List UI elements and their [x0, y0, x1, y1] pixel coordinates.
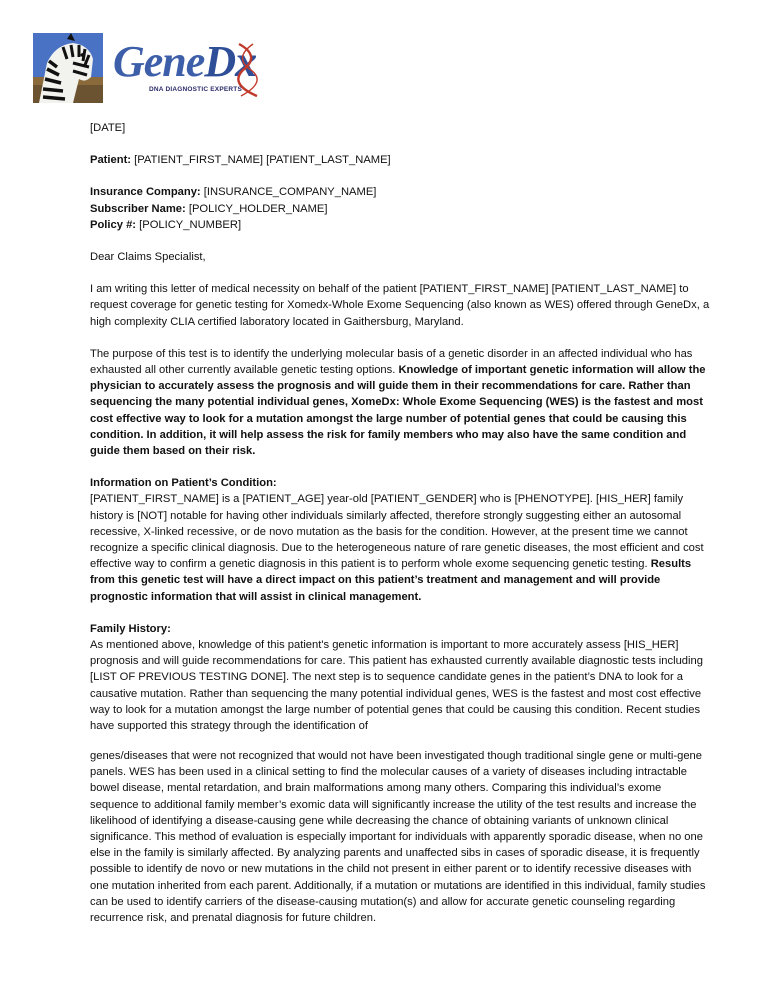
genedx-logo — [113, 38, 273, 98]
letter-body — [90, 120, 710, 734]
patient-line — [90, 152, 710, 168]
logo-wordmark-text: GeneDx — [113, 37, 257, 86]
purpose-text: The purpose of this test is to identify the underlying molecular basis of a genetic disorder in an affected individual who has exhausted all other currently available genetic testing options. — [90, 347, 693, 377]
condition-section — [90, 475, 710, 605]
insurance-block — [90, 184, 710, 233]
family-paragraph-part1: As mentioned above, knowledge of this patient's genetic information is important to more accurately assess [HIS_HER] prognosis and will guide recommendations for care. This patient has exhausted currently available diagnostic tests including [LIST OF PREVIOUS TESTING DONE]. The next step is to sequence candidate genes in the patient’s DNA to look for a causative mutation. Rather than sequencing the many potential individual genes, WES is the fastest and most cost effective way to look for a mutation amongst the large number of potential genes that could be causing this condition. Recent studies have supported this strategy through the identification of — [90, 639, 703, 733]
zebra-photo — [33, 33, 103, 103]
policy-label: Policy #: — [90, 218, 137, 231]
purpose-paragraph — [90, 346, 710, 459]
logo-tagline: DNA DIAGNOSTIC EXPERTS — [149, 86, 243, 93]
subscriber-label: Subscriber Name: — [90, 202, 186, 215]
subscriber-value: [POLICY_HOLDER_NAME] — [185, 202, 328, 215]
condition-text: [PATIENT_FIRST_NAME] is a [PATIENT_AGE] year-old [PATIENT_GENDER] who is [PHENOTYPE]. [HIS_HER] family history is [NOT] notable for having other individuals similarly affected, therefore strongly suggesting either an autosomal recessive, X-linked recessive, or de novo mutation as the basis for the condition. However, at the present time we cannot recognize a specific clinical diagnosis. Due to the heterogeneous nature of rare genetic diseases, the most efficient and cost effective way to confirm a genetic diagnosis in this patient is to perform whole exome sequencing genetic testing. — [90, 493, 704, 571]
policy-value: [POLICY_NUMBER] — [136, 218, 242, 231]
condition-paragraph — [90, 491, 710, 604]
patient-label: Patient: — [90, 154, 132, 167]
family-heading: Family History: — [90, 622, 171, 635]
patient-value: [PATIENT_FIRST_NAME] [PATIENT_LAST_NAME] — [131, 154, 391, 167]
letterhead — [33, 33, 273, 103]
condition-emphasis: Results from this genetic test will have a direct impact on this patient’s treatment and management and will provide prognostic information that will assist in clinical management. — [90, 558, 692, 603]
insurance-company-value: [INSURANCE_COMPANY_NAME] — [200, 186, 377, 199]
insurance-company-line — [90, 184, 710, 200]
condition-heading: Information on Patient’s Condition: — [90, 477, 277, 490]
family-paragraph-part2: genes/diseases that were not recognized that would not have been investigated though traditional single gene or multi-gene panels. WES has been used in a clinical setting to find the molecular causes of a variety of diseases including intractable bowel disease, mental retardation, and brain malformations among many others. Comparing this individual’s exome sequence to additional family member’s exomic data will significantly increase the utility of the test results and increase the likelihood of identifying a disease-causing gene while decreasing the chance of obtaining variants of unknown clinical significance. This method of evaluation is especially important for individuals with apparently sporadic disease, when no one else in the family is similarly affected. By analyzing parents and unaffected sibs in cases of sporadic disease, it is frequently possible to identify de novo or new mutations in the child not present in either parent or to identify recessive diseases with one mutation inherited from each parent. Additionally, if a mutation or mutations are identified in this individual, family studies can be used to identify carriers of the disease-causing mutation(s) and allow for accurate genetic counseling regarding recurrence risk, and prenatal diagnosis for future children. — [90, 750, 706, 925]
insurance-company-label: Insurance Company: — [90, 186, 201, 199]
intro-paragraph: I am writing this letter of medical necessity on behalf of the patient [PATIENT_FIRST_NAME] [PATIENT_LAST_NAME] to request coverage for genetic testing for Xomedx-Whole Exome Sequencing (also known as WES) offered through GeneDx, a high complexity CLIA certified laboratory located in Gaithersburg, Maryland. — [90, 283, 710, 328]
subscriber-line — [90, 201, 710, 217]
policy-line — [90, 217, 710, 233]
purpose-emphasis: Knowledge of important genetic information will allow the physician to accurately assess the prognosis and will guide them in their recommendations for care. Rather than sequencing the many potential individual genes, XomeDx: Whole Exome Sequencing (WES) is the fastest and most cost effective way to look for a mutation amongst the large number of potential genes that could be causing this condition. In addition, it will help assess the risk for family members who may also have the same condition and guide them based on their risk. — [90, 364, 706, 458]
salutation: Dear Claims Specialist, — [90, 251, 206, 264]
family-continued — [90, 748, 710, 926]
family-section — [90, 621, 710, 734]
date-line: [DATE] — [90, 122, 126, 134]
